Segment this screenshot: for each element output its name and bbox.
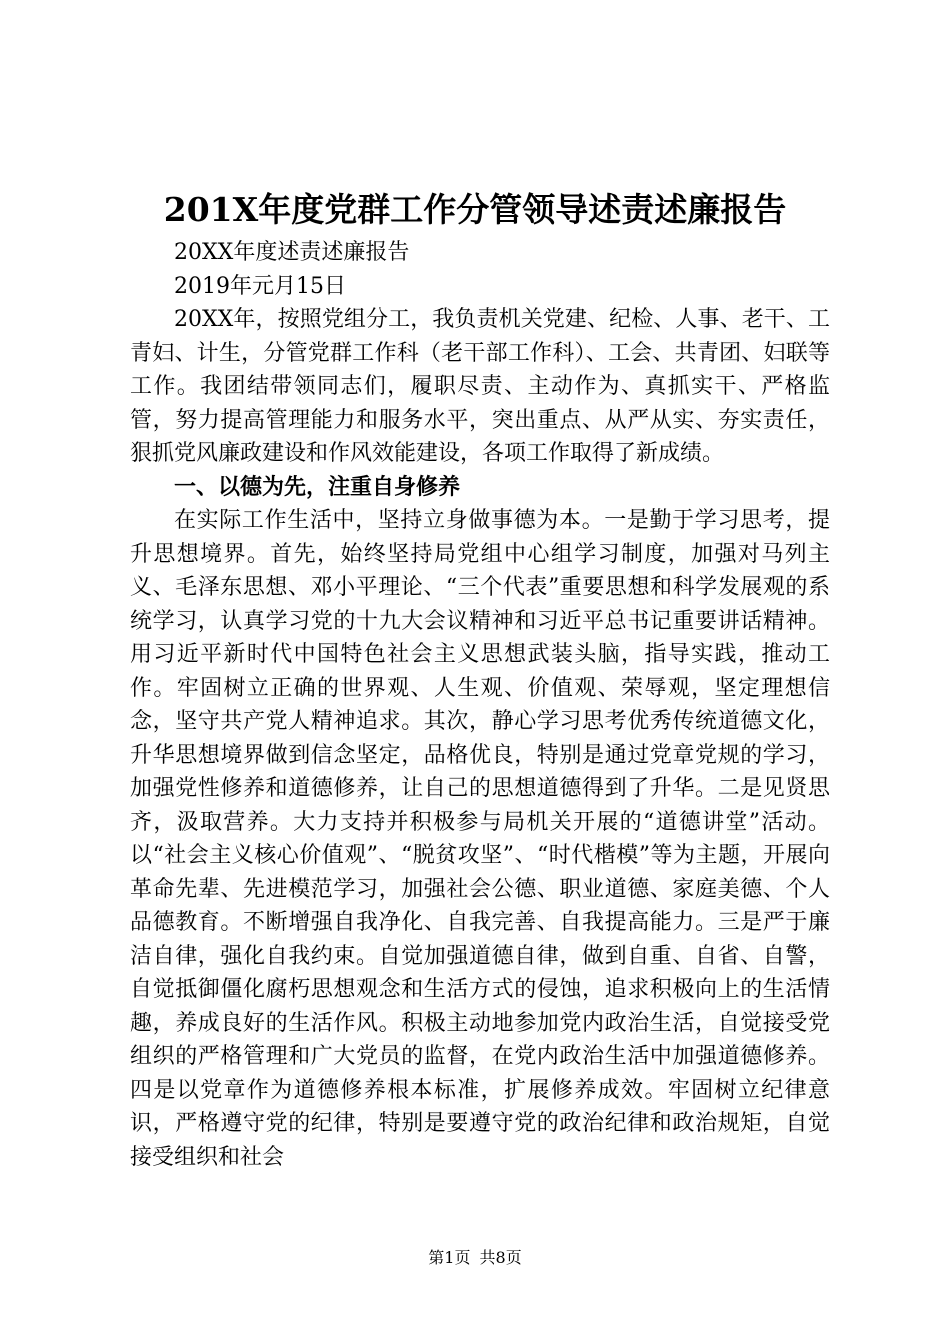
report-subtitle: 20XX年度述责述廉报告 [174, 240, 410, 265]
document-body [130, 236, 830, 1174]
intro-paragraph: 20XX年，按照党组分工，我负责机关党建、纪检、人事、老干、工青妇、计生，分管党群工作科（老干部工作科）、工会、共青团、妇联等工作。我团结带领同志们，履职尽责、主动作为、真抓实干、严格监管，努力提高管理能力和服务水平，突出重点、从严从实、夯实责任，狠抓党风廉政建设和作风效能建设，各项工作取得了新成绩。 [130, 307, 830, 466]
section-paragraph: 在实际工作生活中，坚持立身做事德为本。一是勤于学习思考，提升思想境界。首先，始终坚持局党组中心组学习制度，加强对马列主义、毛泽东思想、邓小平理论、“三个代表”重要思想和科学发展观的系统学习，认真学习党的十九大会议精神和习近平总书记重要讲话精神。用习近平新时代中国特色社会主义思想武装头脑，指导实践，推动工作。牢固树立正确的世界观、人生观、价值观、荣辱观，坚定理想信念，坚守共产党人精神追求。其次，静心学习思考优秀传统道德文化，升华思想境界做到信念坚定，品格优良，特别是通过党章党规的学习，加强党性修养和道德修养，让自己的思想道德得到了升华。二是见贤思齐，汲取营养。大力支持并积极参与局机关开展的“道德讲堂”活动。以“社会主义核心价值观”、“脱贫攻坚”、“时代楷模”等为主题，开展向革命先辈、先进模范学习，加强社会公德、职业道德、家庭美德、个人品德教育。不断增强自我净化、自我完善、自我提高能力。三是严于廉洁自律，强化自我约束。自觉加强道德自律，做到自重、自省、自警，自觉抵御僵化腐朽思想观念和生活方式的侵蚀，追求积极向上的生活情趣，养成良好的生活作风。积极主动地参加党内政治生活，自觉接受党组织的严格管理和广大党员的监督，在党内政治生活中加强道德修养。四是以党章作为道德修养根本标准，扩展修养成效。牢固树立纪律意识，严格遵守党的纪律，特别是要遵守党的政治纪律和政治规矩，自觉接受组织和社会 [130, 508, 830, 1170]
page-number: 第1页 [428, 1248, 471, 1267]
report-date: 2019年元月15日 [174, 273, 346, 299]
document-title: 201X年度党群工作分管领导述责述廉报告 [163, 190, 787, 229]
page-footer [0, 1246, 950, 1270]
page-total: 共8页 [479, 1248, 522, 1267]
section-heading: 一、以德为先，注重自身修养 [174, 474, 461, 500]
